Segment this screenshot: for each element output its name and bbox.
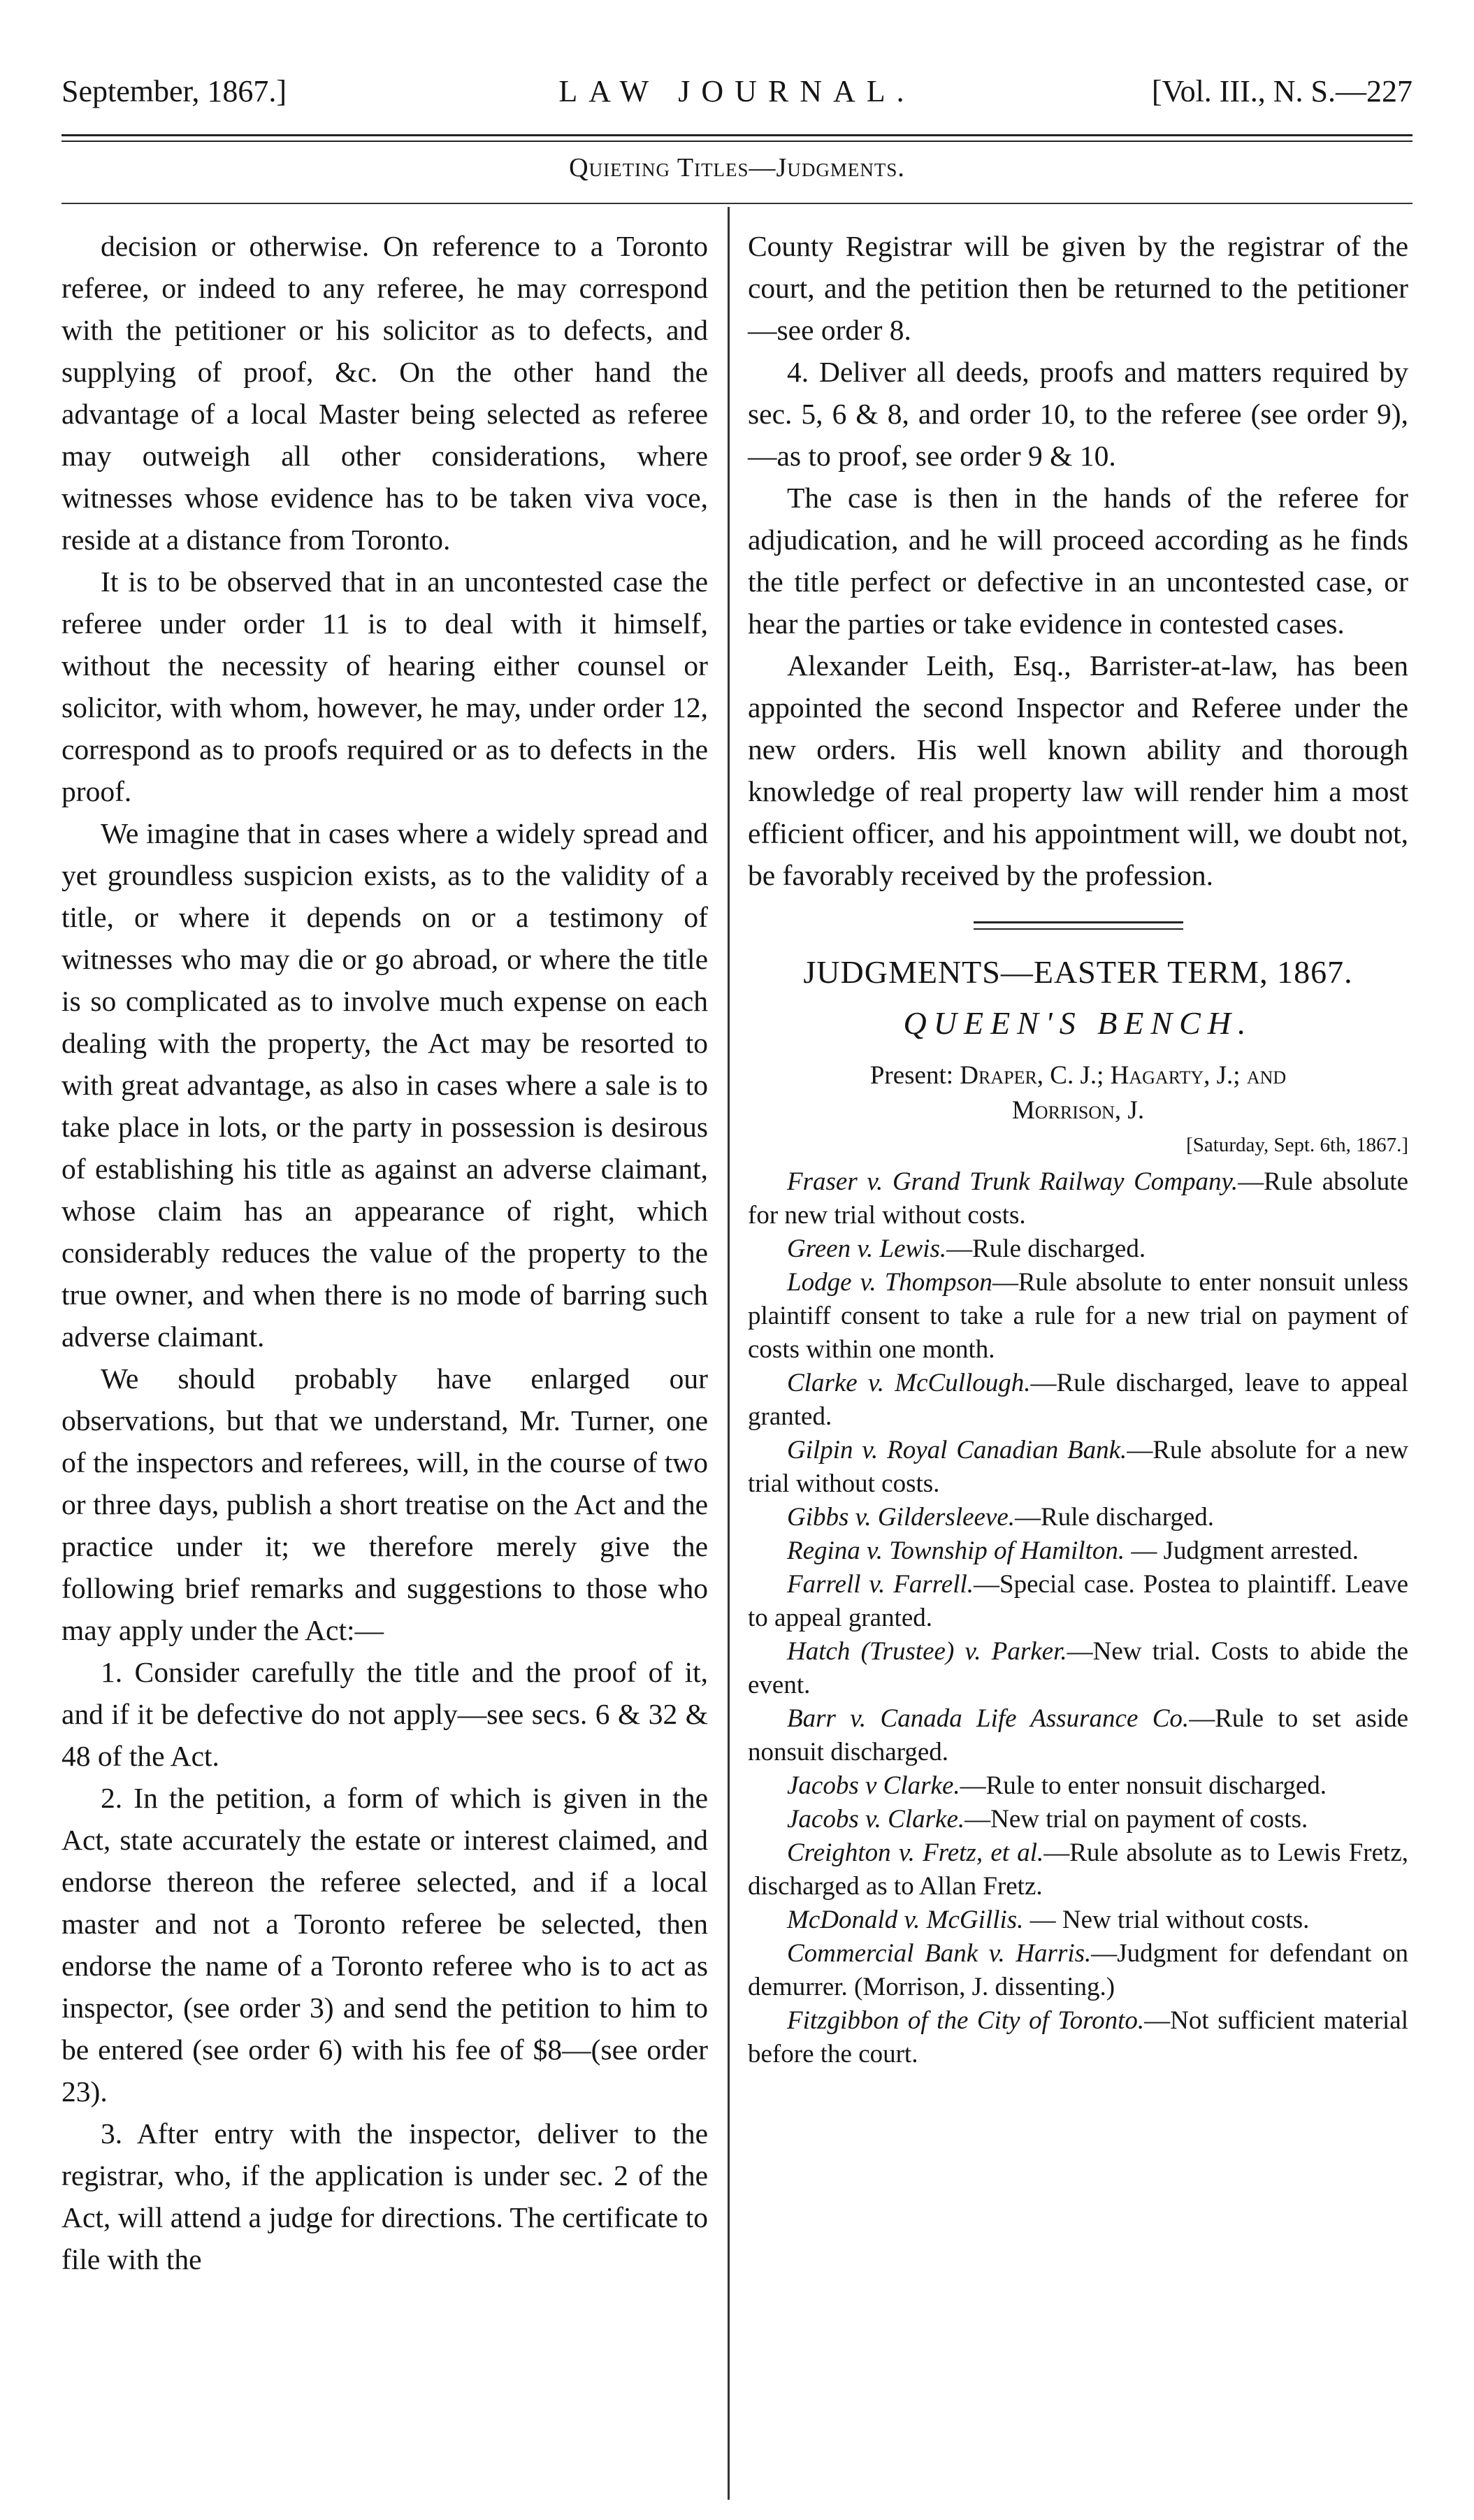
header-volume: [Vol. III., N. S.—227 xyxy=(1151,74,1412,108)
paragraph: decision or otherwise. On reference to a Toronto referee, or indeed to any referee, he may correspond with the petitioner or his solicitor as to defects, and supplying of proof, &c. On the other hand the advantage of a local Master being selected as referee may outweigh all other considerations, where witnesses whose evidence has to be taken viva voce, reside at a distance from Toronto. xyxy=(62,230,708,556)
judgments-heading: JUDGMENTS—EASTER TERM, 1867. xyxy=(803,954,1353,990)
sitting-date: [Saturday, Sept. 6th, 1867.] xyxy=(1186,1134,1408,1156)
paragraph: County Registrar will be given by the registrar of the court, and the petition then be returned to the petitioner—see order 8. xyxy=(748,230,1408,346)
section-separator xyxy=(974,921,1183,930)
present-label: Present: xyxy=(869,1061,954,1090)
present-judges-cont: Morrison, J. xyxy=(1011,1096,1145,1125)
case-parties: Gilpin v. Royal Canadian Bank. xyxy=(787,1436,1127,1464)
case-parties: McDonald v. McGillis. xyxy=(787,1906,1024,1934)
running-header xyxy=(62,73,1412,122)
case-result: — Judgment arrested. xyxy=(1125,1536,1359,1565)
case-parties: Lodge v. Thompson xyxy=(787,1268,992,1297)
present-judges: Draper, C. J.; Hagarty, J.; and xyxy=(960,1061,1287,1090)
case-parties: Jacobs v. Clarke. xyxy=(787,1805,965,1834)
case-result: —New trial. Costs to abide the event. xyxy=(748,1637,1409,1699)
case-result: —Rule absolute for new trial without costs. xyxy=(748,1167,1409,1230)
case-entry xyxy=(748,1769,1408,1803)
case-result: —Rule absolute for a new trial without costs. xyxy=(748,1436,1408,1498)
paragraph: It is to be observed that in an uncontested case the referee under order 11 is to deal with it himself, without the necessity of hearing either counsel or solicitor, with whom, however, he may, under order 12, correspond as to proofs required or as to defects in the proof. xyxy=(62,566,708,807)
header-date: September, 1867.] xyxy=(62,74,287,108)
case-entry xyxy=(748,1534,1408,1568)
case-entry xyxy=(748,1702,1408,1769)
case-entry xyxy=(748,1232,1408,1266)
case-parties: Fitzgibbon of the City of Toronto. xyxy=(787,2006,1145,2035)
case-result: —Rule to set aside nonsuit discharged. xyxy=(748,1704,1408,1766)
case-result: —Rule discharged. xyxy=(946,1234,1146,1263)
paragraph: The case is then in the hands of the referee for adjudication, and he will proceed according as he finds the title perfect or defective in an uncontested case, or hear the parties or take evidence in contested cases. xyxy=(748,482,1408,640)
list-item: 2. In the petition, a form of which is given in the Act, state accurately the estate or interest claimed, and endorse thereon the referee selected, and if a local master and not a Toronto referee be selected, then endorse the name of a Toronto referee who is to act as inspector, (see order 3) and send the petition to him to be entered (see order 6) with his fee of $8—(see order 23). xyxy=(62,1782,708,2108)
case-parties: Commercial Bank v. Harris. xyxy=(787,1939,1092,1968)
case-entry xyxy=(748,1266,1408,1367)
section-title: Quieting Titles—Judgments. xyxy=(569,153,905,182)
case-parties: Creighton v. Fretz, et al. xyxy=(787,1838,1044,1867)
case-entry xyxy=(748,1501,1408,1534)
header-double-rule xyxy=(62,134,1412,142)
case-entry xyxy=(748,1165,1408,1232)
court-heading: QUEEN'S BENCH. xyxy=(903,1005,1253,1041)
case-result: —Rule absolute to enter nonsuit unless plaintiff consent to take a rule for a new trial on payment of costs within one month. xyxy=(748,1268,1409,1364)
case-entry xyxy=(748,2004,1408,2071)
journal-title: LAW JOURNAL. xyxy=(558,74,916,108)
case-result: —Not sufficient material before the court. xyxy=(748,2006,1409,2068)
case-entry xyxy=(748,1568,1408,1635)
case-result: — New trial without costs. xyxy=(1023,1906,1310,1934)
case-result: —Special case. Postea to plaintiff. Leave to appeal granted. xyxy=(748,1570,1408,1632)
case-entry xyxy=(748,1903,1408,1937)
case-parties: Regina v. Township of Hamilton. xyxy=(787,1536,1125,1565)
case-result: —Rule to enter nonsuit discharged. xyxy=(960,1771,1327,1800)
case-parties: Hatch (Trustee) v. Parker. xyxy=(787,1637,1067,1666)
paragraph: We imagine that in cases where a widely spread and yet groundless suspicion exists, as to the validity of a title, or where it depends on or a testimony of witnesses who may die or go abroad, or where the title is so complicated as to involve much expense on each dealing with the property, the Act may be resorted to with great advantage, as also in cases where a sale is to take place in lots, or the party in possession is desirous of establishing his title as against an adverse claimant, whose claim has an appearance of right, which considerably reduces the value of the property to the true owner, and when there is no mode of barring such adverse claimant. xyxy=(62,817,708,1353)
paragraph: Alexander Leith, Esq., Barrister-at-law, has been appointed the second Inspector and Referee under the new orders. His well known ability and thorough knowledge of real property law will render him a most efficient officer, and his appointment will, we doubt not, be favorably received by the profession. xyxy=(748,649,1408,891)
case-parties: Clarke v. McCullough. xyxy=(787,1369,1031,1397)
case-parties: Farrell v. Farrell. xyxy=(787,1570,974,1599)
case-result: —Rule discharged, leave to appeal granted. xyxy=(748,1369,1408,1431)
present-line xyxy=(748,1058,1408,1128)
case-entry xyxy=(748,1434,1408,1501)
case-parties: Fraser v. Grand Trunk Railway Company. xyxy=(787,1167,1238,1196)
list-item: 1. Consider carefully the title and the proof of it, and if it be defective do not apply—see secs. 6 & 32 & 48 of the Act. xyxy=(62,1656,708,1772)
case-result: —Rule absolute as to Lewis Fretz, discharged as to Allan Fretz. xyxy=(748,1838,1408,1901)
case-parties: Gibbs v. Gildersleeve. xyxy=(787,1503,1016,1532)
list-item: 4. Deliver all deeds, proofs and matters required by sec. 5, 6 & 8, and order 10, to the referee (see order 9),—as to proof, see order 9 & 10. xyxy=(748,356,1408,472)
case-parties: Barr v. Canada Life Assurance Co. xyxy=(787,1704,1190,1733)
column-divider xyxy=(728,207,730,2500)
left-column xyxy=(62,225,708,2280)
case-entry xyxy=(748,1836,1408,1903)
list-item: 3. After entry with the inspector, deliver to the registrar, who, if the application is under sec. 2 of the Act, will attend a judge for directions. The certificate to file with the xyxy=(62,2117,708,2275)
right-column xyxy=(748,225,1408,2071)
case-entry xyxy=(748,1937,1408,2004)
case-result: —Rule discharged. xyxy=(1015,1503,1215,1532)
case-entry xyxy=(748,1635,1408,1702)
section-rule xyxy=(62,203,1412,204)
case-result: —Judgment for defendant on demurrer. (Morrison, J. dissenting.) xyxy=(748,1939,1408,2001)
case-result: —New trial on payment of costs. xyxy=(964,1805,1308,1834)
case-parties: Green v. Lewis. xyxy=(787,1234,947,1263)
paragraph: We should probably have enlarged our observations, but that we understand, Mr. Turner, one of the inspectors and referees, will, in the course of two or three days, publish a short treatise on the Act and the practice under it; we therefore merely give the following brief remarks and suggestions to those who may apply under the Act:— xyxy=(62,1362,708,1646)
case-entry xyxy=(748,1803,1408,1836)
case-parties: Jacobs v Clarke. xyxy=(787,1771,960,1800)
case-entry xyxy=(748,1367,1408,1434)
case-list xyxy=(748,1165,1408,2071)
